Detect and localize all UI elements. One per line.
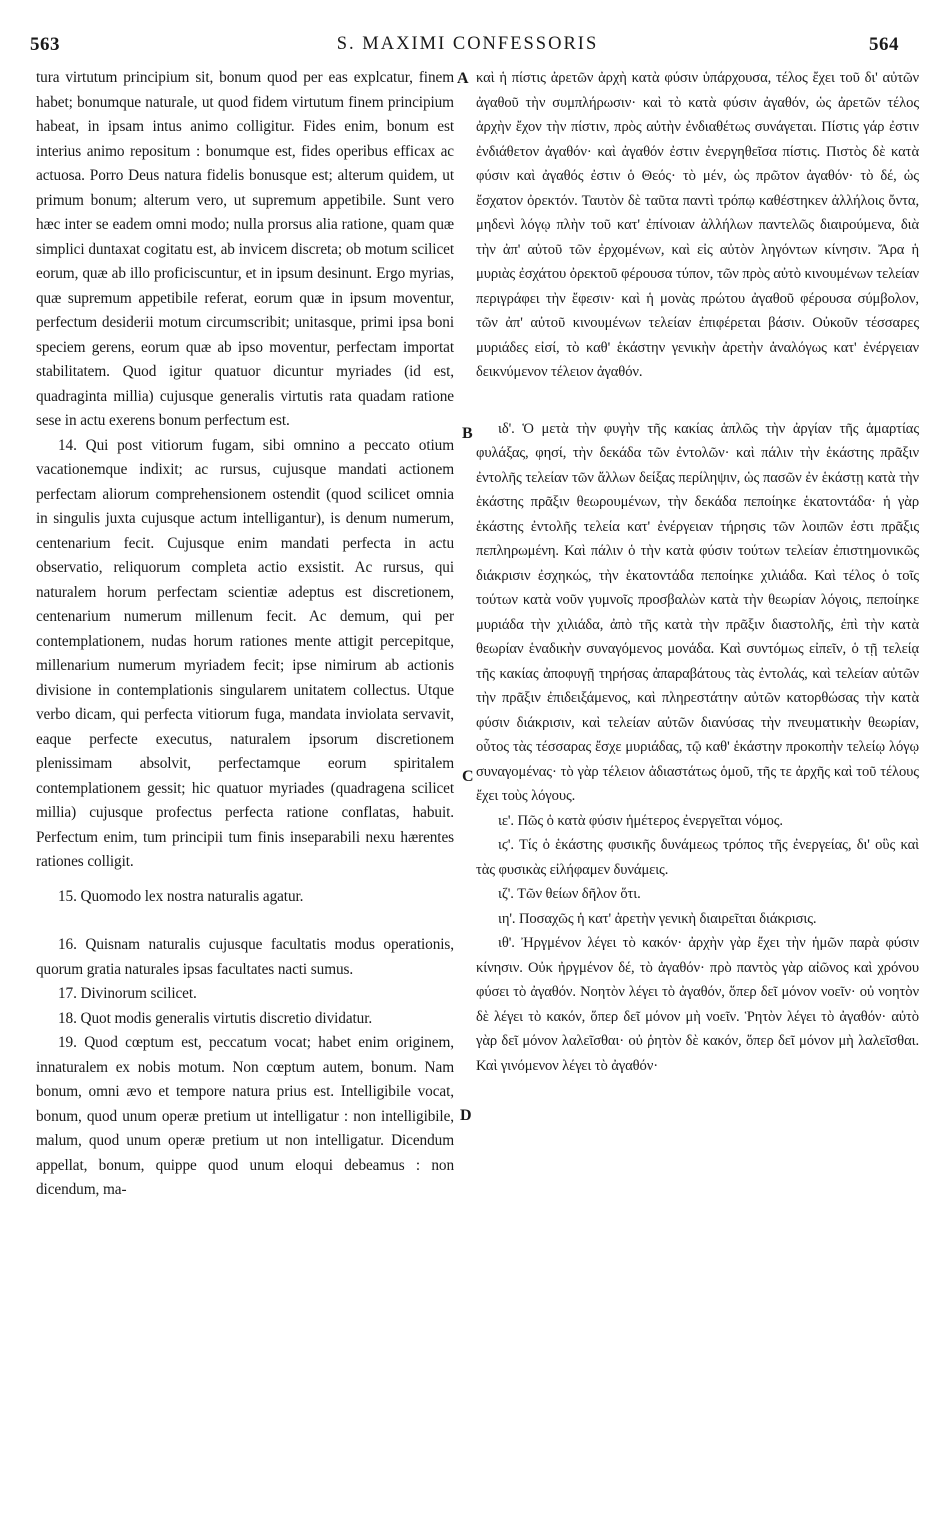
margin-letter-a: A — [457, 70, 469, 87]
page-number-right: 564 — [869, 34, 899, 55]
greek-paragraph: ιη'. Ποσαχῶς ἡ κατ' ἀρετὴν γενικὴ διαιρεῖται διάκρισις. — [498, 910, 817, 927]
latin-paragraph: 16. Quisnam naturalis cujusque facultatis modus operationis, quorum gratia naturales ipsas facultates nacti sumus. — [36, 936, 454, 978]
latin-paragraph: 18. Quot modis generalis virtutis discretio dividatur. — [58, 1009, 373, 1027]
margin-letter-d: D — [460, 1107, 472, 1124]
running-header — [28, 34, 907, 64]
greek-paragraph: καὶ ἡ πίστις ἀρετῶν ἀρχὴ κατὰ φύσιν ὑπάρχουσα, τέλος ἔχει τοῦ δι' αὐτῶν ἀγαθοῦ τὴν συμπλήρωσιν· καὶ τὸ κατὰ φύσιν ἀγαθόν, ὡς ἀρετῶν τέλος ἀρχὴν ἔχον τὴν πίστιν, πρὸς αὐτὴν ἐνδιαθέτως συνάγεται. Πίστις γάρ ἐστιν ἐνδιάθετον ἀγαθόν· καὶ ἀγαθόν ἐστιν ἐνεργηθεῖσα πίστις. Πιστὸς δὲ κατὰ φύσιν καὶ ἀγαθός ἐστιν ὁ Θεός· τὸ μέν, ὡς πρῶτον ἀγαθόν· τὸ δέ, ὡς ἔσχατον ὀρεκτόν. Ταυτὸν δὲ ταῦτα παντὶ τρόπῳ καθέστηκεν ἀλλήλοις ὄντα, μηδενὶ λόγῳ πλὴν τοῦ κατ' ἐπίνοιαν ἀλλήλων παντελῶς διαιρούμενα, διὰ τὴν ἀπ' αὐτοῦ τῶν ἐρχομένων, καὶ εἰς αὐτὸν ληγόντων κίνησιν. Ἄρα ἡ μυριὰς ἐσχάτου ὀρεκτοῦ φέρουσα τύπον, τῶν πρὸς αὐτὸ κινουμένων τελείαν περιγράφει τὴν ἔφεσιν· καὶ ἡ μονὰς πρώτου ἀγαθοῦ φέρουσα σύμβολον, τῶν ἀπ' αὐτοῦ κινουμένων τελείαν ἐπιφέρεται βάσιν. Οὐκοῦν τέσσαρες μυριάδες εἰσί, τὸ καθ' ἑκάστην γενικὴν ἀρετὴν ἀναλόγως κατ' ἐνέργειαν δεικνύμενον τέλειον ἀγαθόν. — [476, 70, 919, 380]
margin-letter-c: C — [462, 768, 474, 785]
greek-column — [476, 66, 919, 1078]
latin-column — [36, 66, 454, 1203]
running-title: S. MAXIMI CONFESSORIS — [336, 34, 599, 54]
latin-paragraph: tura virtutum principium sit, bonum quod per eas explcatur, finem habet; bonumque naturale, ut quod fidem virtutum finem principium habeat, in ipsam intus animo colligitur. Fides enim, bonum est interius animo repositum : bonumque est, fides operibus efficax ac actuosa. Porro Deus natura fidelis bonusque est; alterum quidem, ut primum bonum; alterum vero, ut supremum appetibile. Sunt vero hæc inter se eadem omni modo; nulla prorsus alia ratione, quam quæ simplici duntaxat cogitatu est, ab invicem discreta; ob motum scilicet eorum, quæ ab illo proficiscuntur, et in ipsum desinunt. Ergo myrias, quæ supremum appetibile referat, eorum quæ in ipsum moventur, perfectum desiderii motum circumscribit; unitasque, primi ipsa boni speciem gerens, eorum quæ ab ipso moventur, perfectam importat stabilitatem. Quod igitur quatuor dicuntur myriades (id est, quadraginta millia) cujusque generalis virtutis rata quadam ratione sese in actu exerens bonum perfectum est. — [36, 69, 454, 429]
margin-letter-b: B — [462, 425, 473, 442]
latin-paragraph: 14. Qui post vitiorum fugam, sibi omnino a peccato otium vacationemque indixit; ac rursus, cujusque mandati actionem perfectam aliorum comprehensionem ostendit (quod scilicet omnia in singulis juxta cujusque actum intelligantur), is denum numerum, centenarium fecit. Cujusque enim mandati perfecta in actu observatio, reliquorum completa actio exsistit. Ac rursus, qui naturalem horum perfectam scientiæ adeptus est discretionem, centenarium numerum millenum fecit. Ac demum, qui per contemplationem, nudas horum rationes mente attigit percepitque, millenarium numerum myriadem fecit; ipse nimirum ab actionis divisione in contemplationis singularem unitatem collectus. Utque verbo dicam, qui perfecta vitiorum fuga, mandata inviolata servavit, eaque perfecte executus, naturalem ipsorum discretionem plenissimam absolvit, perfectamque eorum spiritalem contemplationem gessit; hic quatuor myriades (quadragena scilicet millia) cujusque profectus perfecta ratione conflatas, habuit. Perfectum enim, tum principii tum finis inseparabili nexu hærentes rationes colligit. — [36, 436, 454, 870]
latin-paragraph: 19. Quod cœptum est, peccatum vocat; habet enim originem, innaturalem ex nobis motum. Non cœptum autem, bonum. Nam bonum, omni ævo et tempore natura prius est. Intelligibile vocat, bonum, quod unum operæ pretium ut intelligatur : non intelligibile, malum, quod unum operæ pretium ut non intelligatur. Dicendum appellat, bonum, quippe quod unum eloqui debeamus : non dicendum, ma- — [36, 1034, 454, 1198]
greek-paragraph: ιδ'. Ὁ μετὰ τὴν φυγὴν τῆς κακίας ἁπλῶς τὴν ἀργίαν τῆς ἁμαρτίας φυλάξας, φησί, τὴν δεκάδα τῶν ἐντολῶν· καὶ πάλιν τὴν ἑκάστης πρᾶξιν ἐντολῆς τελείαν τῶν ἄλλων δείξας περίληψιν, ὡς πασῶν ἐν ἑκάστῃ κατὰ τὴν ἑκάστης πρᾶξιν θεωρουμένων, τὴν δεκάδα πεποίηκε ἑκατοντάδα· ἡ γὰρ ἑκάστης ἐντολῆς τελεία κατ' ἐνέργειαν τήρησις τῶν λοιπῶν ἐστι πρᾶξις πεπληρωμένη. Καὶ πάλιν ὁ τὴν κατὰ φύσιν τούτων τελείαν ἐπιστημονικῶς διάκρισιν ἐσχηκώς, τὴν ἑκατοντάδα πεποίηκε χιλιάδα. Καὶ τέλος ὁ τοῖς τούτων κατὰ νοῦν γυμνοῖς προσβαλὼν κατὰ τὴν θεωρίαν λόγοις, πεποίηκε μυριάδα τὴν χιλιάδα, ἀπὸ τῆς κατὰ τὴν πρᾶξιν διαστολῆς, ἐπὶ τὴν κατὰ θεωρίαν ἑναδικὴν συναγόμενος μονάδα. Καὶ συντόμως εἰπεῖν, ὁ τῇ τελείᾳ τῆς κακίας ἀποφυγῇ τηρήσας ἀπαραβάτους τὰς ἐντολάς, καὶ τελείαν αὐτῶν τὴν πρᾶξιν ἐπιδειξάμενος, καὶ πληρεστάτην αὐτῶν κατορθώσας τὴν κατὰ φύσιν διάκρισιν, καὶ τελείαν αὐτῶν διανύσας τὴν πνευματικὴν θεωρίαν, οὗτος τὰς τέσσαρας ἔσχε μυριάδας, τῷ καθ' ἑκάστην προκοπὴν τελείῳ λόγῳ συναγομένας· τὸ γὰρ τέλειον ἀδιαστάτως ὁμοῦ, τῆς τε ἀρχῆς καὶ τοῦ τέλους ἔχει τοὺς λόγους. — [476, 420, 919, 804]
greek-paragraph: ιε'. Πῶς ὁ κατὰ φύσιν ἡμέτερος ἐνεργεῖται νόμος. — [498, 812, 783, 829]
greek-paragraph: ιζ'. Τῶν θείων δῆλον ὅτι. — [498, 886, 641, 902]
greek-paragraph: ιϛ'. Τίς ὁ ἑκάστης φυσικῆς δυνάμεως τρόπος τῆς ἐνεργείας, δι' οὓς καὶ τὰς φυσικὰς εἰλήφαμεν δυνάμεις. — [476, 837, 919, 878]
latin-paragraph: 15. Quomodo lex nostra naturalis agatur. — [58, 887, 304, 905]
greek-paragraph: ιθ'. Ἠργμένον λέγει τὸ κακόν· ἀρχὴν γὰρ ἔχει τὴν ἡμῶν παρὰ φύσιν κίνησιν. Οὐκ ἠργμένον δέ, τὸ ἀγαθόν· πρὸ παντὸς γὰρ αἰῶνος καὶ χρόνου φύσει τὸ ἀγαθόν. Νοητὸν λέγει τὸ ἀγαθόν, ὅπερ δεῖ μόνον νοεῖν· οὐ νοητὸν δὲ λέγει τὸ κακόν, ὅπερ δεῖ μόνον μὴ νοεῖν. Ῥητὸν λέγει τὸ ἀγαθόν· αὐτὸ γὰρ δεῖ μόνον λαλεῖσθαι· οὐ ῥητὸν δὲ κακόν, ὅπερ δεῖ μόνον μὴ λαλεῖσθαι. Καὶ γινόμενον λέγει τὸ ἀγαθόν· — [476, 935, 919, 1074]
page-number-left: 563 — [30, 34, 60, 55]
latin-paragraph: 17. Divinorum scilicet. — [58, 985, 197, 1002]
